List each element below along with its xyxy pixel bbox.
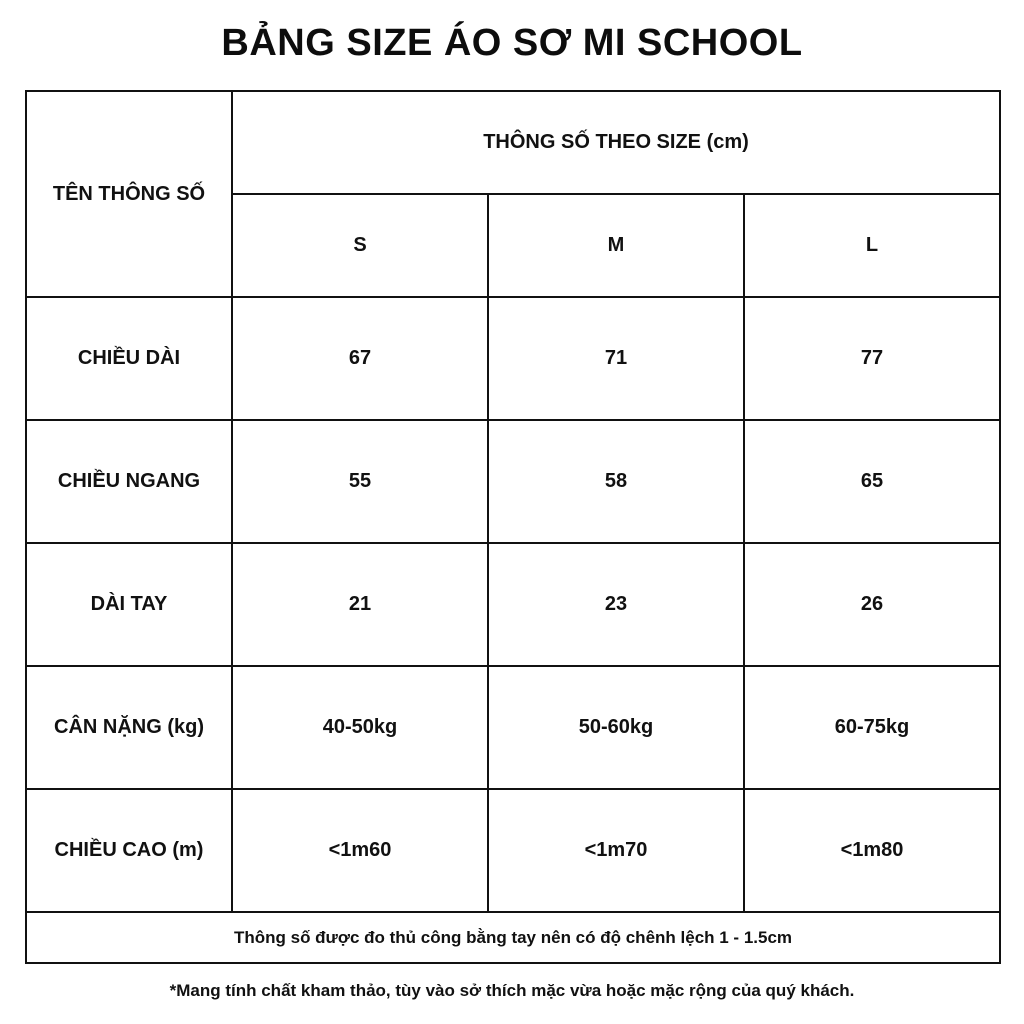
row-label: CÂN NẶNG (kg): [26, 666, 232, 789]
table-header-row: [26, 91, 1000, 194]
cell-value: 67: [232, 297, 488, 420]
measurement-note: Thông số được đo thủ công bằng tay nên có độ chênh lệch 1 - 1.5cm: [26, 912, 1000, 963]
size-header-s: S: [232, 194, 488, 297]
cell-value: 71: [488, 297, 744, 420]
table-row: [26, 789, 1000, 912]
table-row: [26, 666, 1000, 789]
table-row: [26, 420, 1000, 543]
cell-value: <1m80: [744, 789, 1000, 912]
cell-value: <1m70: [488, 789, 744, 912]
size-group-header: THÔNG SỐ THEO SIZE (cm): [232, 91, 1000, 194]
row-label: DÀI TAY: [26, 543, 232, 666]
row-label: CHIỀU NGANG: [26, 420, 232, 543]
cell-value: 58: [488, 420, 744, 543]
cell-value: <1m60: [232, 789, 488, 912]
cell-value: 55: [232, 420, 488, 543]
table-row: [26, 297, 1000, 420]
param-name-header: TÊN THÔNG SỐ: [26, 91, 232, 297]
cell-value: 65: [744, 420, 1000, 543]
cell-value: 26: [744, 543, 1000, 666]
note-row: [26, 912, 1000, 963]
size-header-m: M: [488, 194, 744, 297]
cell-value: 77: [744, 297, 1000, 420]
cell-value: 21: [232, 543, 488, 666]
cell-value: 23: [488, 543, 744, 666]
table-row: [26, 543, 1000, 666]
cell-value: 60-75kg: [744, 666, 1000, 789]
page-title: BẢNG SIZE ÁO SƠ MI SCHOOL: [221, 22, 803, 64]
row-label: CHIỀU CAO (m): [26, 789, 232, 912]
size-header-l: L: [744, 194, 1000, 297]
cell-value: 40-50kg: [232, 666, 488, 789]
row-label: CHIỀU DÀI: [26, 297, 232, 420]
footnote: *Mang tính chất kham thảo, tùy vào sở thích mặc vừa hoặc mặc rộng của quý khách.: [169, 981, 855, 1000]
cell-value: 50-60kg: [488, 666, 744, 789]
size-chart-table: [25, 90, 1001, 964]
